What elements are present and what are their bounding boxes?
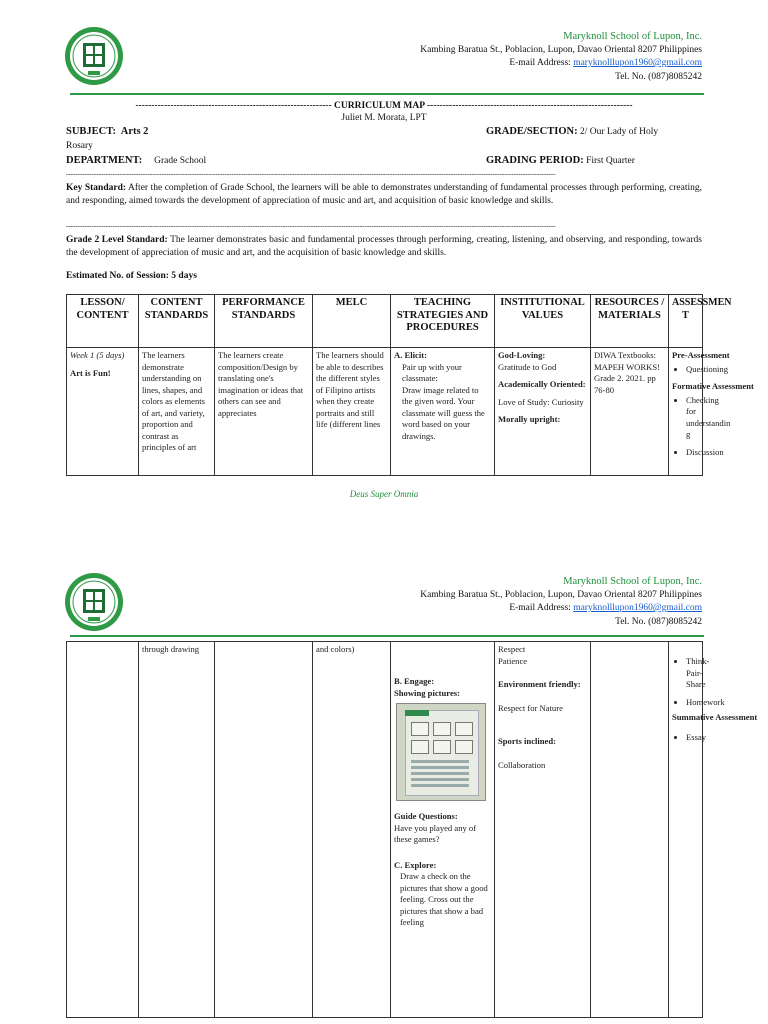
cell-melc: The learners should be able to describes the different styles of Filipino artists when they create portraits and still life (different lines bbox=[313, 348, 391, 476]
header-assessment: ASSESSMEN T bbox=[669, 295, 703, 348]
assess-summative: Summative Assessment bbox=[672, 712, 758, 722]
value-sports: Collaboration bbox=[498, 759, 546, 770]
school-email-line-page2 bbox=[420, 602, 702, 616]
games-picture bbox=[396, 703, 486, 801]
subject-field: SUBJECT: Arts 2 bbox=[66, 126, 149, 137]
cell-content-standard: The learners demonstrate understanding on lines, shapes, and colors as elements of art, and variety, proportion and contrast as principles of art bbox=[139, 348, 215, 476]
value-patience: Patience bbox=[498, 655, 528, 666]
school-name-page2: Maryknoll School of Lupon, Inc. bbox=[563, 576, 702, 587]
value-academic: Love of Study: Curiosity bbox=[498, 396, 584, 407]
assess-formative: Formative Assessment bbox=[672, 381, 754, 391]
teach-elicit-2: Draw image related to the given word. Your classmate will guess the word based on your drawings. bbox=[402, 384, 485, 441]
cell-values-p2 bbox=[495, 642, 591, 1018]
school-email-link-page2[interactable]: maryknolllupon1960@gmail.com bbox=[573, 603, 702, 613]
school-seal-logo-page2 bbox=[64, 572, 124, 632]
value-moral-label: Morally upright: bbox=[498, 414, 561, 424]
school-seal-logo bbox=[64, 26, 124, 86]
cell-assessment bbox=[669, 348, 754, 476]
assess-questioning: • Questioning bbox=[686, 364, 702, 376]
assess-think-pair-share: • Think-Pair-Share bbox=[686, 656, 702, 691]
value-god-loving: Gratitude to God bbox=[498, 361, 557, 372]
header-teaching-strategies: TEACHING STRATEGIES AND PROCEDURES bbox=[391, 295, 495, 348]
cell-lesson-p2 bbox=[67, 642, 139, 1018]
grade-section-field: GRADE/SECTION: 2/ Our Lady of Holy bbox=[486, 126, 659, 137]
school-address: Kambing Baratua St., Poblacion, Lupon, Davao Oriental 8207 Philippines bbox=[420, 44, 702, 55]
email-label: E-mail Address: bbox=[509, 58, 574, 68]
teach-explore-text: Draw a check on the pictures that show a good feeling. Cross out the pictures that show a bad feeling bbox=[400, 871, 488, 927]
value-sports-label: Sports inclined: bbox=[498, 736, 557, 746]
assess-discussion: • Discussion bbox=[686, 447, 702, 459]
level-standard: Grade 2 Level Standard: The learner demonstrates basic and fundamental processes through performing, creating, listening, and observing, and responding, towards the development of appreciation of music and art, and the acquisition of basic knowledge and skills. bbox=[66, 235, 702, 258]
teach-engage-label: B. Engage: bbox=[394, 676, 435, 686]
estimated-sessions: Estimated No. of Session: 5 days bbox=[66, 271, 197, 281]
cell-content-standard-p2: through drawing bbox=[139, 642, 215, 1018]
teacher-name: Juliet M. Morata, LPT bbox=[341, 113, 427, 123]
cell-teaching-p2 bbox=[391, 642, 495, 1018]
dash-divider-2: ------------------------------------------------------------------------------------------------------------------------------------------------------------------------------------------------------------------ bbox=[66, 222, 556, 230]
key-standard: Key Standard: After the completion of Grade School, the learners will be able to demonstrates understanding of fundamental processes through performing, creating, and responding, aimed towards the development of appreciation of music and art, and acquisition of basic knowledge and skills. bbox=[66, 183, 702, 206]
assess-essay: • Essay bbox=[686, 732, 702, 744]
curriculum-table-page1 bbox=[66, 294, 754, 476]
curriculum-table-page2 bbox=[66, 641, 758, 1018]
teach-engage-sub: Showing pictures: bbox=[394, 687, 460, 698]
header-lesson-content: LESSON/ CONTENT bbox=[67, 295, 139, 348]
grading-period-field: GRADING PERIOD: First Quarter bbox=[486, 155, 635, 166]
teach-elicit-label: A. Elicit: bbox=[394, 350, 427, 360]
school-tel-page2: Tel. No. (087)8085242 bbox=[615, 616, 702, 627]
value-environment: Respect for Nature bbox=[498, 702, 563, 713]
guide-questions-text: Have you played any of these games? bbox=[394, 822, 477, 844]
school-name: Maryknoll School of Lupon, Inc. bbox=[563, 31, 702, 42]
header-content-standards: CONTENT STANDARDS bbox=[139, 295, 215, 348]
cell-teaching bbox=[391, 348, 495, 476]
guide-questions-label: Guide Questions: bbox=[394, 811, 458, 821]
header-melc: MELC bbox=[313, 295, 391, 348]
value-environment-label: Environment friendly: bbox=[498, 679, 581, 689]
footer-motto: Deus Super Omnia bbox=[349, 489, 419, 499]
cell-melc-p2: and colors) bbox=[313, 642, 391, 1018]
department-field: DEPARTMENT: Grade School bbox=[66, 155, 207, 166]
school-address-page2: Kambing Baratua St., Poblacion, Lupon, Davao Oriental 8207 Philippines bbox=[420, 589, 702, 600]
header-resources: RESOURCES / MATERIALS bbox=[591, 295, 669, 348]
assess-checking: • Checking for understandin g bbox=[686, 395, 702, 441]
school-tel: Tel. No. (087)8085242 bbox=[615, 71, 702, 82]
teach-elicit-1: Pair up with your classmate: bbox=[402, 361, 462, 383]
grade-section-cont: Rosary bbox=[66, 141, 93, 151]
curriculum-map-title: -------------------------------------------------------------- CURRICULUM MAP ----------------------------------------------------------------- bbox=[135, 101, 633, 111]
value-respect: Respect bbox=[498, 644, 526, 654]
value-academic-label: Academically Oriented: bbox=[498, 379, 586, 389]
cell-resources-p2 bbox=[591, 642, 669, 1018]
email-label-page2: E-mail Address: bbox=[509, 603, 574, 613]
school-email-link[interactable]: maryknolllupon1960@gmail.com bbox=[573, 58, 702, 68]
teach-explore-label: C. Explore: bbox=[394, 859, 437, 870]
cell-lesson bbox=[67, 348, 139, 476]
header-institutional-values: INSTITUTIONAL VALUES bbox=[495, 295, 591, 348]
header-divider-page2 bbox=[70, 635, 704, 637]
assess-homework: • Homework bbox=[686, 697, 702, 709]
lesson-title: Art is Fun! bbox=[70, 367, 111, 378]
header-performance-standards: PERFORMANCE STANDARDS bbox=[215, 295, 313, 348]
school-email-line bbox=[420, 57, 702, 71]
cell-performance-standard-p2 bbox=[215, 642, 313, 1018]
value-god-loving-label: God-Loving: bbox=[498, 350, 546, 360]
dash-divider-1: ------------------------------------------------------------------------------------------------------------------------------------------------------------------------------------------------------------------ bbox=[66, 170, 556, 178]
cell-resources: DIWA Textbooks: MAPEH WORKS! Grade 2. 2021. pp 76-80 bbox=[591, 348, 669, 476]
cell-performance-standard: The learners create composition/Design by translating one's imagination or ideas that others can see and appreciates bbox=[215, 348, 313, 476]
cell-assessment-p2 bbox=[669, 642, 758, 1018]
header-divider bbox=[70, 93, 704, 95]
assess-pre: Pre-Assessment bbox=[672, 350, 730, 360]
cell-values bbox=[495, 348, 591, 476]
lesson-week: Week 1 (5 days) bbox=[70, 350, 125, 360]
